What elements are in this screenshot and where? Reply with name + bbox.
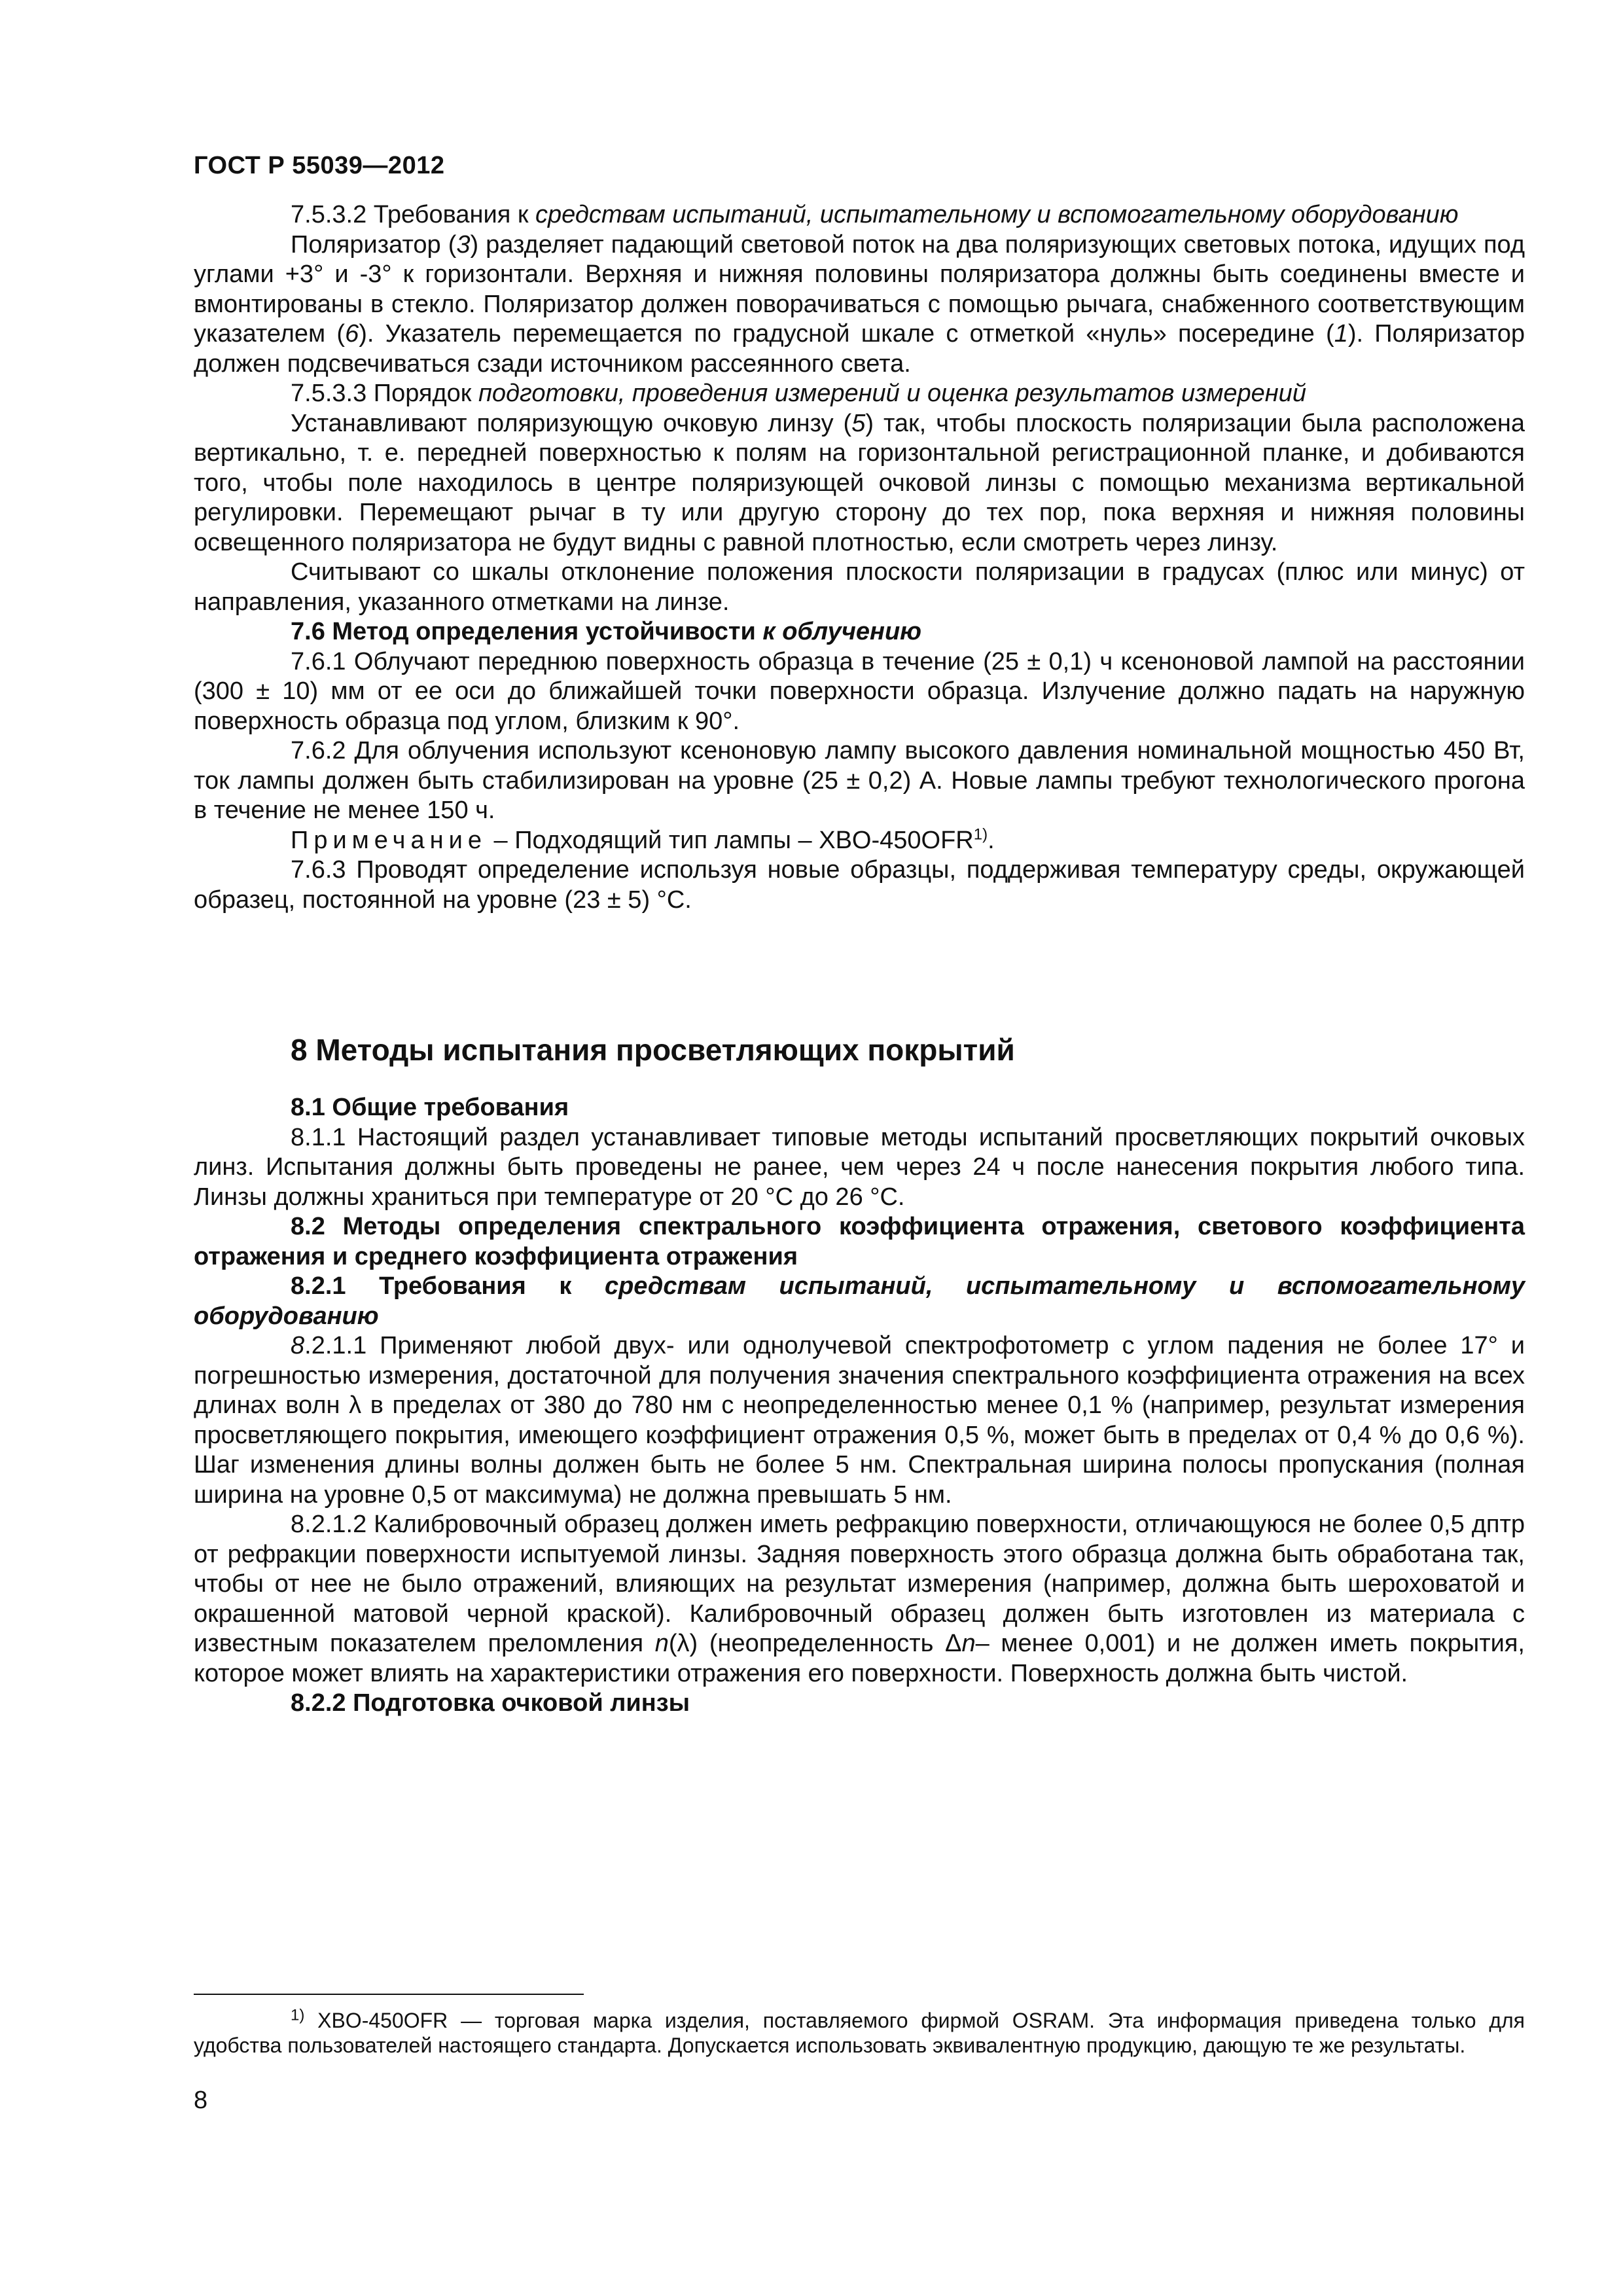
text-run: 3 (456, 230, 471, 259)
text-run: к облучению (762, 618, 922, 645)
text-run: 8.1 Общие требования (291, 1094, 569, 1121)
paragraph (194, 379, 1525, 409)
text-run: 8 Методы испытания просветляющих покрытий (291, 1033, 1015, 1067)
text-run: (λ) (неопределенность Δ (668, 1630, 962, 1657)
text-run: 1) (973, 825, 988, 843)
text-run: ). Поляризатор должен подсвечиваться сзади источником рассеянного света. (194, 320, 1525, 378)
spacer (194, 1068, 1525, 1093)
text-run: подготовки, проведения измерений и оценка результатов измерений (478, 380, 1306, 407)
text-run: n (961, 1630, 976, 1657)
page-number: 8 (194, 2087, 208, 2114)
standard-header: ГОСТ Р 55039—2012 (194, 152, 445, 179)
text-run: 7.5.3.3 Порядок (291, 380, 478, 407)
paragraph (194, 647, 1525, 737)
text-run: Считывают со шкалы отклонение положения плоскости поляризации в градусах (плюс или минус) от направления, указанного отметками на линзе. (194, 558, 1525, 616)
text-run: 6 (345, 320, 359, 348)
paragraph (194, 1123, 1525, 1213)
paragraph (194, 1093, 1525, 1123)
footnotes (194, 2008, 1525, 2058)
text-run: Примечание (291, 826, 487, 854)
paragraph (194, 1689, 1525, 1719)
paragraph (194, 200, 1525, 230)
paragraph (194, 1510, 1525, 1689)
text-run: 8.1.1 Настоящий раздел устанавливает типовые методы испытаний просветляющих покрытий очковых линз. Испытания должны быть проведены не ранее, чем через 24 ч после нанесения покрытия любого типа. Линзы должны храниться при температуре от 20 °С до 26 °С. (194, 1123, 1525, 1211)
text-run: Поляризатор ( (291, 230, 457, 259)
text-run: ). Указатель перемещается по градусной шкале с отметкой «нуль» посередине ( (359, 320, 1334, 348)
paragraph (194, 736, 1525, 826)
paragraph (194, 855, 1525, 915)
text-run: .2.1.1 Применяют любой двух- или однолучевой спектрофотометр с углом падения не более 17° и погрешностью измерения, достаточной для получения значения спектрального коэффициента отражения на всех длинах волн λ в пределах от 380 до 780 нм с неопределенностью менее 0,1 % (например, результат измерения просветляющего покрытия, имеющего коэффициент отражения 0,5 %, может быть в пределах от 0,4 % до 0,6 %). Шаг изменения длины волны должен быть не более 5 нм. Спектральная ширина полосы пропускания (полная ширина на уровне 0,5 от максимума) не должна превышать 5 нм. (194, 1332, 1525, 1509)
text-run: – Подходящий тип лампы – XBO-450OFR (486, 826, 974, 854)
section-heading (194, 1031, 1525, 1068)
spacer (194, 915, 1525, 1031)
paragraph (194, 558, 1525, 617)
text-run: 7.6 Метод определения устойчивости (291, 618, 763, 645)
paragraph (194, 617, 1525, 647)
paragraph (194, 826, 1525, 856)
text-run: 5 (851, 409, 866, 437)
text-run: – менее 0,001) и не должен иметь покрытия, которое может влиять на характеристики отражения его поверхности. Поверхность должна быть чистой. (194, 1630, 1525, 1687)
text-run: 7.5.3.2 Требования к (291, 201, 536, 228)
text-run: 7.6.1 Облучают переднюю поверхность образца в течение (25 ± 0,1) ч ксеноновой лампой на расстоянии (300 ± 10) мм от ее оси до ближайшей точки поверхности образца. Излучение должно падать на наружную поверхность образца под углом, близким к 90°. (194, 647, 1525, 735)
text-run: 8.2.2 Подготовка очковой линзы (291, 1689, 690, 1717)
paragraph (194, 1212, 1525, 1272)
text-run: 1 (1334, 320, 1348, 348)
text-run: Устанавливают поляризующую очковую линзу ( (291, 409, 852, 437)
paragraph (194, 409, 1525, 558)
paragraph (194, 2008, 1525, 2058)
text-run: ) разделяет падающий световой поток на два поляризующих световых потока, идущих под углами +3° и -3° к горизонтали. Верхняя и нижняя половины поляризатора должны быть соединены вместе и вмонтированы в стекло. Поляризатор должен поворачиваться с помощью рычага, снабженного соответствующим указателем ( (194, 230, 1525, 348)
document-body (194, 200, 1525, 1719)
text-run: средствам испытаний, испытательному и вспомогательному оборудованию (535, 201, 1459, 228)
text-run: 8.2 Методы определения спектрального коэффициента отражения, светового коэффициента отражения и среднего коэффициента отражения (194, 1213, 1525, 1270)
text-run: 7.6.3 Проводят определение используя новые образцы, поддерживая температуру среды, окружающей образец, постоянной на уровне (23 ± 5) °С. (194, 856, 1525, 914)
paragraph (194, 230, 1525, 380)
text-run: 8 (291, 1332, 305, 1359)
text-run: 8.2.1.2 Калибровочный образец должен иметь рефракцию поверхности, отличающуюся не более 0,5 дптр от рефракции поверхности испытуемой линзы. Задняя поверхность этого образца должна быть обработана так, чтобы от нее не было отражений, влияющих на результат измерения (например, должна быть шероховатой и окрашенной матовой черной краской). Калибровочный образец должен быть изготовлен из материала с известным показателем преломления (194, 1511, 1525, 1657)
text-run: n (654, 1630, 669, 1657)
text-run: . (988, 826, 995, 854)
paragraph (194, 1272, 1525, 1331)
paragraph (194, 1331, 1525, 1510)
text-run: XBO-450OFR — торговая марка изделия, поставляемого фирмой OSRAM. Эта информация приведена только для удобства пользователей настоящего стандарта. Допускается использовать эквивалентную продукцию, дающую те же результаты. (194, 2009, 1525, 2057)
text-run: 1) (291, 2006, 305, 2024)
text-run: 8.2.1 Требования к (291, 1272, 605, 1300)
text-run: средствам испытаний, испытательному и вспомогательному оборудованию (194, 1272, 1525, 1330)
footnote-separator (194, 1994, 584, 1995)
text-run: 7.6.2 Для облучения используют ксеноновую лампу высокого давления номинальной мощностью 450 Вт, ток лампы должен быть стабилизирован на уровне (25 ± 0,2) А. Новые лампы требуют технологического прогона в течение не менее 150 ч. (194, 737, 1525, 824)
text-run: ) так, чтобы плоскость поляризации была расположена вертикально, т. е. передней поверхностью к полям на горизонтальной регистрационной планке, и добиваются того, чтобы поле находилось в центре поляризующей очковой линзы с помощью механизма вертикальной регулировки. Перемещают рычаг в ту или другую сторону до тех пор, пока верхняя и нижняя половины освещенного поляризатора не будут видны с равной плотностью, если смотреть через линзу. (194, 409, 1525, 556)
